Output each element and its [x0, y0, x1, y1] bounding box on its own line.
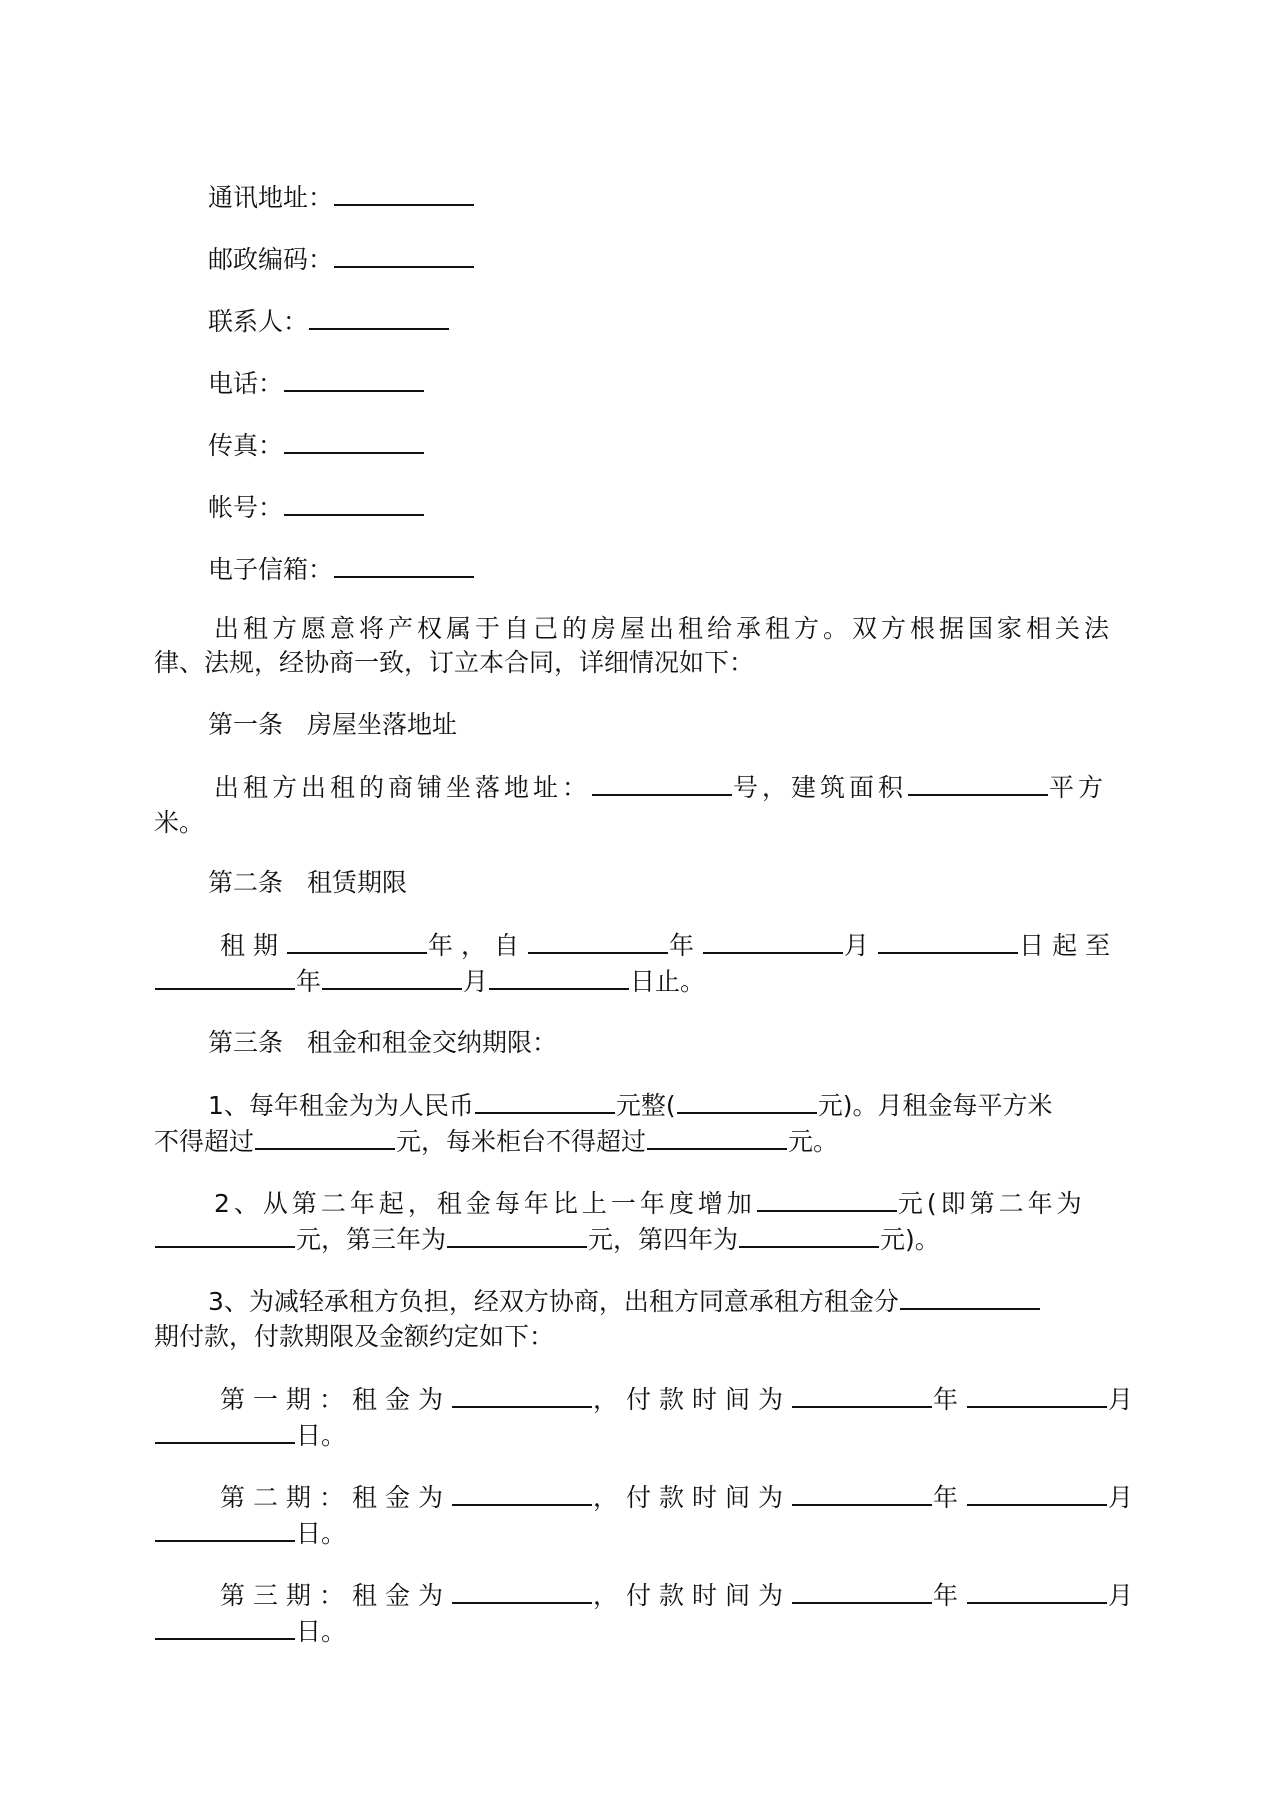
item-1-line-1 — [208, 1092, 1052, 1118]
postcode-blank[interactable] — [334, 246, 474, 268]
counter-unit: 元。 — [788, 1127, 839, 1156]
annual-rent-number-blank[interactable] — [677, 1092, 817, 1114]
article-2-number: 第二条 — [208, 868, 284, 897]
intro-line-1: 出租方愿意将产权属于自己的房屋出租给承租方。双方根据国家相关法 — [214, 614, 1114, 643]
max-label: 不得超过 — [154, 1127, 255, 1156]
annual-rent-label: 1、每年租金为为人民币 — [208, 1091, 474, 1120]
increase-label: 2、从第二年起，租金每年比上一年度增加 — [214, 1189, 756, 1218]
period-3-day-label: 日。 — [296, 1617, 347, 1646]
phone-blank[interactable] — [284, 370, 424, 392]
account-label: 帐号： — [208, 493, 284, 522]
period-1-day-blank[interactable] — [155, 1422, 295, 1444]
period-1-line-2 — [154, 1422, 346, 1448]
period-3-line-1 — [220, 1582, 1141, 1608]
period-3-month-blank[interactable] — [967, 1582, 1107, 1604]
article-1-line-2: 米。 — [154, 808, 205, 837]
contact-field — [208, 308, 450, 334]
end-year-label: 年 — [296, 967, 322, 996]
shop-address-blank[interactable] — [592, 774, 732, 796]
period-1-day-label: 日。 — [296, 1421, 347, 1450]
area-blank[interactable] — [908, 774, 1048, 796]
start-month-label: 月 — [844, 931, 878, 960]
contact-label: 联系人： — [208, 307, 309, 336]
article-3-title: 租金和租金交纳期限： — [307, 1028, 558, 1057]
third-year-blank[interactable] — [447, 1226, 587, 1248]
end-day-blank[interactable] — [489, 968, 629, 990]
end-month-blank[interactable] — [322, 968, 462, 990]
period-2-label: 第二期：租金为 — [220, 1483, 452, 1512]
period-2-line-2 — [154, 1520, 346, 1546]
email-field — [208, 556, 475, 582]
period-1-month-blank[interactable] — [967, 1386, 1107, 1408]
third-year-label: 元，第三年为 — [296, 1225, 447, 1254]
item-1-line-2 — [154, 1128, 838, 1154]
article-3-number: 第三条 — [208, 1028, 284, 1057]
fourth-year-unit: 元)。 — [880, 1225, 940, 1254]
period-1-year-blank[interactable] — [792, 1386, 932, 1408]
period-2-year-label: 年 — [933, 1483, 967, 1512]
term-from-label: 年，自 — [428, 931, 528, 960]
fax-blank[interactable] — [284, 432, 424, 454]
shop-address-label: 出租方出租的商铺坐落地址： — [214, 773, 592, 802]
fax-label: 传真： — [208, 431, 284, 460]
second-year-blank[interactable] — [155, 1226, 295, 1248]
article-1-number: 第一条 — [208, 710, 284, 739]
period-2-amount-blank[interactable] — [452, 1484, 592, 1506]
max-per-sqm-blank[interactable] — [255, 1128, 395, 1150]
account-blank[interactable] — [284, 494, 424, 516]
email-label: 电子信箱： — [208, 555, 334, 584]
start-day-label: 日起至 — [1019, 931, 1119, 960]
fourth-year-label: 元，第四年为 — [588, 1225, 739, 1254]
end-year-blank[interactable] — [155, 968, 295, 990]
item-2-line-2 — [154, 1226, 940, 1252]
period-2-day-label: 日。 — [296, 1519, 347, 1548]
address-blank[interactable] — [334, 184, 474, 206]
installment-label: 3、为减轻承租方负担，经双方协商，出租方同意承租方租金分 — [208, 1287, 899, 1316]
period-3-line-2 — [154, 1618, 346, 1644]
article-3-heading — [208, 1030, 557, 1055]
period-3-label: 第三期：租金为 — [220, 1581, 452, 1610]
annual-rent-unit: 元整( — [615, 1091, 676, 1120]
end-day-label: 日止。 — [630, 967, 706, 996]
period-3-year-blank[interactable] — [792, 1582, 932, 1604]
area-label: 号，建筑面积 — [733, 773, 908, 802]
period-1-year-label: 年 — [933, 1385, 967, 1414]
item-3-line-1 — [208, 1288, 1041, 1314]
period-2-year-blank[interactable] — [792, 1484, 932, 1506]
period-1-month-label: 月 — [1108, 1385, 1142, 1414]
article-2-title: 租赁期限 — [307, 868, 408, 897]
article-2-line-1 — [220, 932, 1118, 958]
period-3-month-label: 月 — [1108, 1581, 1142, 1610]
start-year-blank[interactable] — [528, 932, 668, 954]
period-2-month-blank[interactable] — [967, 1484, 1107, 1506]
increase-blank[interactable] — [757, 1190, 897, 1212]
postcode-field — [208, 246, 475, 272]
item-2-line-1 — [214, 1190, 1086, 1216]
start-year-label: 年 — [669, 931, 703, 960]
address-label: 通讯地址： — [208, 183, 334, 212]
start-day-blank[interactable] — [878, 932, 1018, 954]
start-month-blank[interactable] — [703, 932, 843, 954]
article-2-line-2 — [154, 968, 705, 994]
article-1-line-1 — [214, 774, 1107, 800]
period-1-label: 第一期：租金为 — [220, 1385, 452, 1414]
period-2-month-label: 月 — [1108, 1483, 1142, 1512]
term-label: 租期 — [220, 931, 287, 960]
article-2-heading — [208, 870, 407, 895]
fax-field — [208, 432, 425, 458]
contact-blank[interactable] — [309, 308, 449, 330]
period-3-amount-blank[interactable] — [452, 1582, 592, 1604]
period-3-year-label: 年 — [933, 1581, 967, 1610]
period-3-time-label: ，付款时间为 — [593, 1581, 792, 1610]
period-1-time-label: ，付款时间为 — [593, 1385, 792, 1414]
period-1-amount-blank[interactable] — [452, 1386, 592, 1408]
fourth-year-blank[interactable] — [739, 1226, 879, 1248]
annual-rent-words-blank[interactable] — [475, 1092, 615, 1114]
period-3-day-blank[interactable] — [155, 1618, 295, 1640]
period-1-line-1 — [220, 1386, 1141, 1412]
monthly-rent-label: 元)。月租金每平方米 — [817, 1091, 1053, 1120]
postcode-label: 邮政编码： — [208, 245, 334, 274]
intro-line-2: 律、法规，经协商一致，订立本合同，详细情况如下： — [154, 648, 755, 677]
period-2-line-1 — [220, 1484, 1141, 1510]
second-year-label: 元(即第二年为 — [897, 1189, 1086, 1218]
phone-label: 电话： — [208, 369, 284, 398]
email-blank[interactable] — [334, 556, 474, 578]
item-3-line-2: 期付款，付款期限及金额约定如下： — [154, 1322, 555, 1351]
installment-count-blank[interactable] — [900, 1288, 1040, 1310]
term-years-blank[interactable] — [287, 932, 427, 954]
max-per-counter-blank[interactable] — [647, 1128, 787, 1150]
article-1-title: 房屋坐落地址 — [307, 710, 458, 739]
period-2-time-label: ，付款时间为 — [593, 1483, 792, 1512]
end-month-label: 月 — [463, 967, 489, 996]
account-field — [208, 494, 425, 520]
counter-label: 元，每米柜台不得超过 — [396, 1127, 647, 1156]
period-2-day-blank[interactable] — [155, 1520, 295, 1542]
article-1-heading — [208, 712, 457, 737]
area-unit: 平方 — [1049, 773, 1108, 802]
phone-field — [208, 370, 425, 396]
address-field — [208, 184, 475, 210]
